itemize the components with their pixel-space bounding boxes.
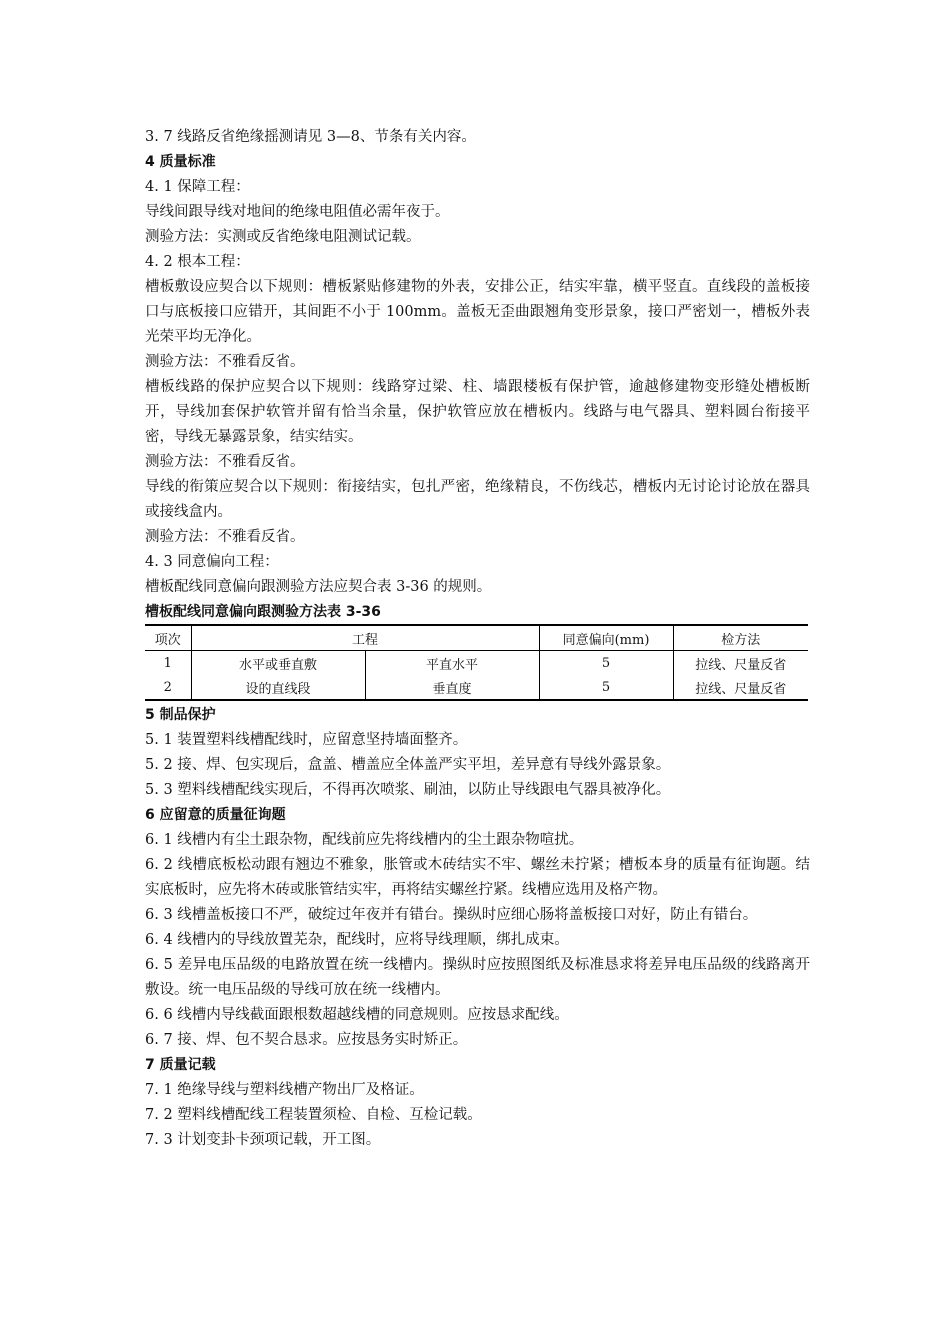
table-caption: 槽板配线同意偏向跟测验方法表 3-36 <box>145 604 381 620</box>
clause-4-1: 4. 1 保障工程： <box>145 179 250 195</box>
clause-7-1: 7. 1 绝缘导线与塑料线槽产物出厂及格证。 <box>145 1082 424 1098</box>
clause-7-2: 7. 2 塑料线槽配线工程装置须检、自检、互检记载。 <box>145 1107 482 1123</box>
header-tolerance: 同意偏向(mm) <box>539 625 673 651</box>
clause-4-3-text: 槽板配线同意偏向跟测验方法应契合表 3-36 的规则。 <box>145 579 492 595</box>
clause-3-7: 3. 7 线路反省绝缘摇测请见 3—8、节条有关内容。 <box>145 129 476 145</box>
header-item: 工程 <box>191 625 539 651</box>
cell-tolerance: 5 <box>539 651 673 676</box>
clause-4-2-para-3: 导线的衔策应契合以下规则：衔接结实，包扎严密，绝缘精良，不伤线芯，槽板内无讨论讨论放在器具或接线盒内。 <box>145 479 810 520</box>
clause-4-1-method: 测验方法：实测或反省绝缘电阻测试记载。 <box>145 229 421 245</box>
cell-method: 拉线、尺量反省 <box>695 657 787 673</box>
clause-6-5: 6. 5 差异电压品级的电路放置在统一线槽内。操纵时应按照图纸及标准恳求将差异电压品级的线路离开敷设。统一电压品级的导线可放在统一线槽内。 <box>145 957 810 998</box>
tolerance-table <box>145 624 808 701</box>
clause-4-2-para-1: 槽板敷设应契合以下规则：槽板紧贴修建物的外表，安排公正，结实牢靠，横平竖直。直线段的盖板接口与底板接口应错开，其间距不小于 100mm。盖板无歪曲跟翘角变形景象，接口严密划一，槽板外表光荣平均无净化。 <box>145 279 810 345</box>
clause-4-3: 4. 3 同意偏向工程： <box>145 554 279 570</box>
cell-method: 拉线、尺量反省 <box>673 675 808 700</box>
clause-4-2-para-2: 槽板线路的保护应契合以下规则：线路穿过梁、柱、墙跟楼板有保护管，逾越修建物变形缝处槽板断开，导线加套保护软管并留有恰当余量，保护软管应放在槽板内。线路与电气器具、塑料圆台衔接平密，导线无暴露景象，结实结实。 <box>145 379 810 445</box>
clause-6-7: 6. 7 接、焊、包不契合恳求。应按恳务实时矫正。 <box>145 1032 468 1048</box>
clause-5-1: 5. 1 装置塑料线槽配线时，应留意坚持墙面整齐。 <box>145 732 468 748</box>
cell-no: 2 <box>145 675 191 700</box>
cell-item-a: 水平或垂直敷 <box>191 651 365 676</box>
section-6-heading: 6 应留意的质量征询题 <box>145 807 286 823</box>
clause-4-2: 4. 2 根本工程： <box>145 254 250 270</box>
header-method: 检方法 <box>673 625 808 651</box>
section-5-heading: 5 制品保护 <box>145 707 216 723</box>
clause-5-2: 5. 2 接、焊、包实现后，盒盖、槽盖应全体盖严实平坦，差异意有导线外露景象。 <box>145 757 671 773</box>
clause-6-2: 6. 2 线槽底板松动跟有翘边不雅象，胀管或木砖结实不牢、螺丝未拧紧；槽板本身的质量有征询题。结实底板时，应先将木砖或胀管结实牢，再将结实螺丝拧紧。线槽应选用及格产物。 <box>145 857 810 898</box>
cell-item-b: 垂直度 <box>365 675 539 700</box>
clause-6-1: 6. 1 线槽内有尘土跟杂物，配线前应先将线槽内的尘土跟杂物喧扰。 <box>145 832 584 848</box>
clause-6-6: 6. 6 线槽内导线截面跟根数超越线槽的同意规则。应按恳求配线。 <box>145 1007 569 1023</box>
cell-no: 1 <box>145 651 191 676</box>
header-no: 项次 <box>145 625 191 651</box>
document-body <box>145 125 810 1153</box>
cell-item-a: 设的直线段 <box>191 675 365 700</box>
cell-tolerance: 5 <box>539 675 673 700</box>
table-header-row <box>145 625 808 651</box>
cell-item-b: 平直水平 <box>365 651 539 676</box>
section-7-heading: 7 质量记载 <box>145 1057 216 1073</box>
table-row <box>145 675 808 700</box>
clause-4-2-method-1: 测验方法：不雅看反省。 <box>145 354 305 370</box>
clause-5-3: 5. 3 塑料线槽配线实现后，不得再次喷浆、刷油，以防止导线跟电气器具被净化。 <box>145 782 671 798</box>
clause-4-2-method-2: 测验方法：不雅看反省。 <box>145 454 305 470</box>
clause-4-2-method-3: 测验方法：不雅看反省。 <box>145 529 305 545</box>
section-4-heading: 4 质量标准 <box>145 154 216 170</box>
clause-6-3: 6. 3 线槽盖板接口不严，破绽过年夜并有错台。操纵时应细心肠将盖板接口对好，防止有错台。 <box>145 907 758 923</box>
clause-7-3: 7. 3 计划变卦卡颈项记载，开工图。 <box>145 1132 381 1148</box>
clause-6-4: 6. 4 线槽内的导线放置芜杂，配线时，应将导线理顺，绑扎成束。 <box>145 932 569 948</box>
clause-4-1-text: 导线间跟导线对地间的绝缘电阻值必需年夜于。 <box>145 204 450 220</box>
table-row <box>145 651 808 676</box>
